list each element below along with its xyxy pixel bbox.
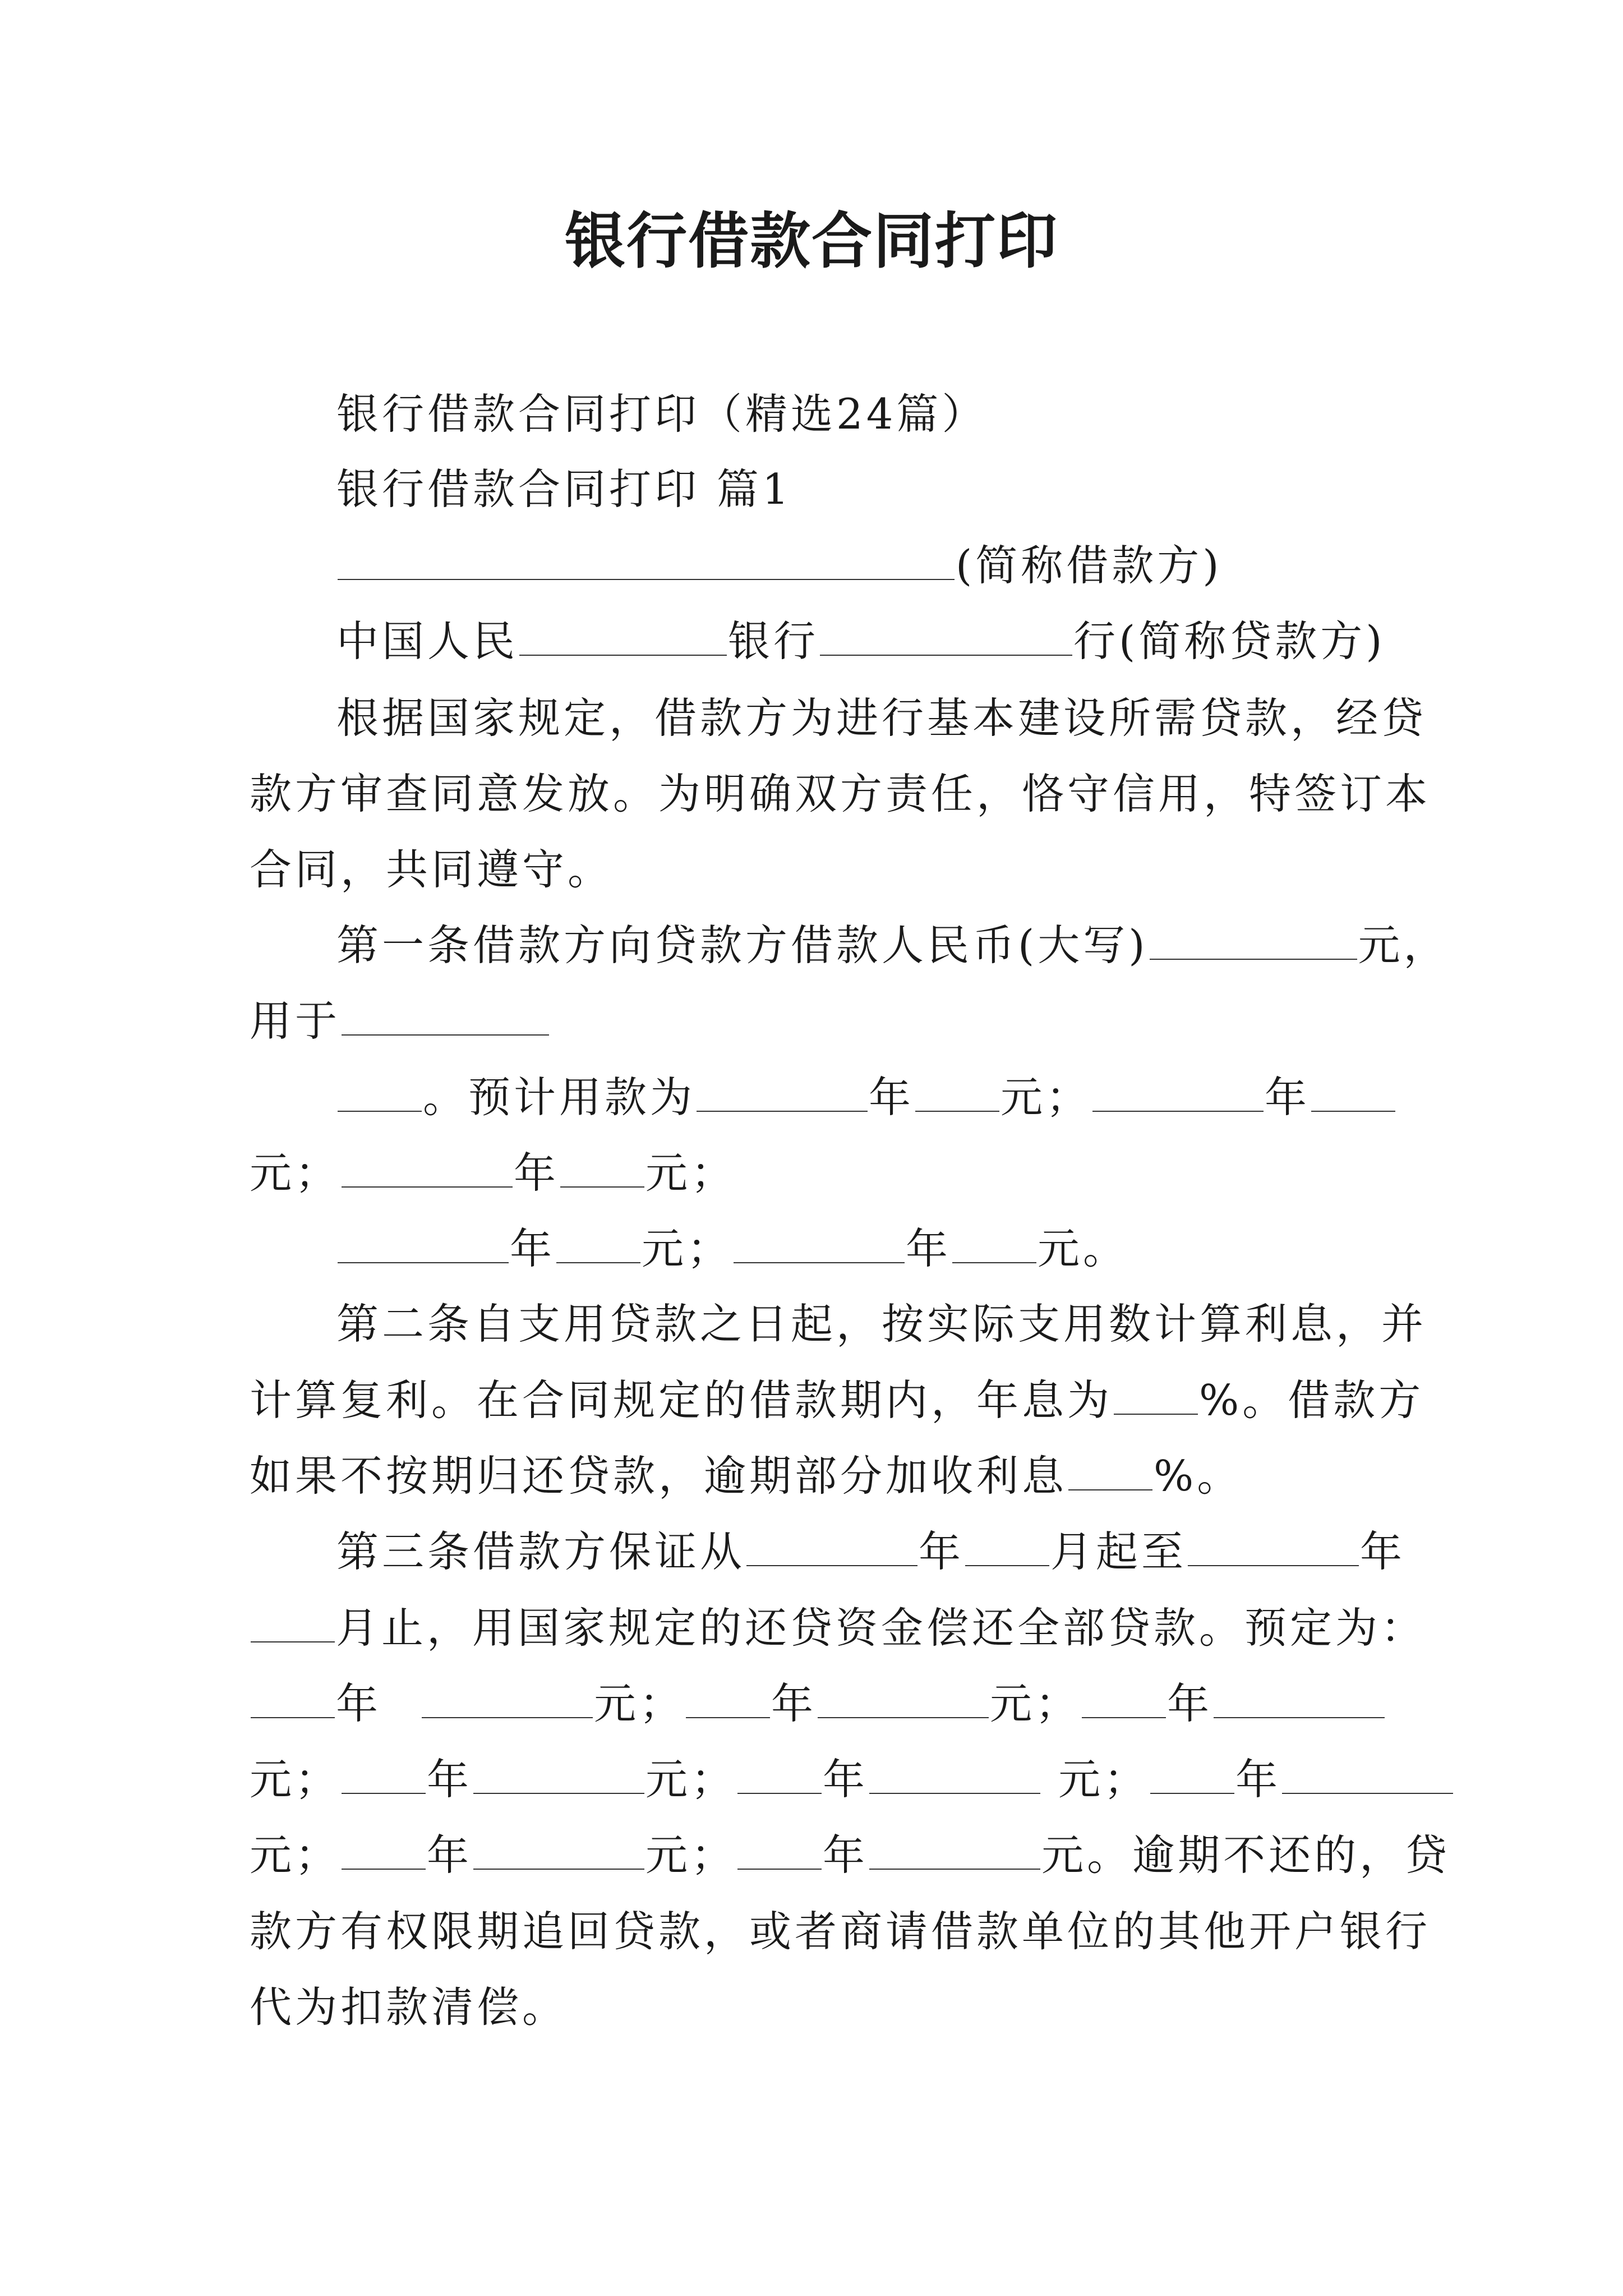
article1-line-1 (336, 917, 1449, 973)
repay-amount-blank[interactable] (1214, 1682, 1385, 1718)
yuan-label: 元； (1058, 1755, 1150, 1804)
article3-line-7: 代为扣款清偿。 (250, 1982, 568, 2032)
yuan-label: 元； (990, 1679, 1081, 1728)
article1-line-5 (336, 1221, 1128, 1277)
year-label: 年 (771, 1679, 817, 1728)
repay-year-blank[interactable] (737, 1758, 822, 1794)
article2-interest-label: 计算复利。在合同规定的借款期内，年息为 (250, 1375, 1113, 1425)
repay-amount-blank[interactable] (473, 1758, 644, 1794)
lender-line (336, 613, 1386, 669)
yuan-label: 元； (645, 1755, 737, 1804)
plan-amount-blank[interactable] (560, 1152, 644, 1188)
year-label: 年 (869, 1073, 915, 1122)
article3-line-3 (250, 1676, 1386, 1732)
repay-year-blank[interactable] (342, 1758, 426, 1794)
plan-year-blank[interactable] (734, 1227, 905, 1263)
subtitle: 银行借款合同打印（精选24篇） (336, 389, 988, 439)
start-year-blank[interactable] (746, 1530, 917, 1566)
article2-line-3 (250, 1448, 1242, 1504)
yuan-label: 元； (250, 1755, 341, 1804)
article3-line-5 (250, 1827, 1450, 1883)
repay-amount-blank[interactable] (1282, 1758, 1453, 1794)
year-label: 年 (906, 1224, 952, 1273)
lender-suffix: 行(简称贷款方) (1073, 616, 1386, 666)
plan-year-blank[interactable] (1092, 1076, 1264, 1112)
article3-line-6: 款方有权限期追回贷款，或者商请借款单位的其他开户银行 (250, 1907, 1431, 1956)
yuan-label: 元； (1000, 1073, 1092, 1122)
loan-purpose-blank[interactable] (342, 1000, 549, 1036)
yuan-label: 元； (645, 1148, 737, 1198)
preamble-line-3: 合同，共同遵守。 (250, 845, 614, 894)
month-start-label: 月起至 (1050, 1527, 1187, 1576)
overdue-text: 元。逾期不还的，贷 (1041, 1830, 1451, 1880)
yuan-label: 元； (645, 1830, 737, 1880)
page-title: 银行借款合同打印 (564, 206, 1058, 277)
article2-percent-end: %。 (1154, 1451, 1243, 1501)
lender-prefix: 中国人民 (336, 616, 519, 666)
article2-overdue-label: 如果不按期归还贷款，逾期部分加收利息 (250, 1451, 1068, 1501)
preamble-line-1: 根据国家规定，借款方为进行基本建设所需贷款，经贷 (336, 693, 1427, 743)
plan-year-blank[interactable] (342, 1152, 513, 1188)
borrower-name-blank[interactable] (338, 544, 955, 580)
plan-year-blank[interactable] (338, 1227, 509, 1263)
yuan-label: 元； (594, 1679, 685, 1728)
year-label: 年 (514, 1148, 560, 1198)
plan-year-blank[interactable] (697, 1076, 868, 1112)
article1-plan-label: 。预计用款为 (423, 1073, 696, 1122)
article1-line-3 (336, 1069, 1396, 1125)
plan-amount-blank[interactable] (915, 1076, 999, 1112)
lender-branch-blank[interactable] (820, 620, 1072, 656)
article3-line-1 (336, 1524, 1405, 1580)
yuan-label: 元； (250, 1148, 341, 1198)
article3-line-2 (250, 1600, 1426, 1656)
repay-year-blank[interactable] (1150, 1758, 1234, 1794)
year-label: 年 (823, 1830, 869, 1880)
interest-rate-blank[interactable] (1114, 1379, 1198, 1415)
repay-amount-blank[interactable] (869, 1834, 1040, 1870)
yuan-label: 元； (642, 1224, 733, 1273)
loan-purpose-blank-cont[interactable] (338, 1076, 422, 1112)
year-label: 年 (510, 1224, 556, 1273)
borrower-line (336, 537, 1223, 593)
article3-line-4 (250, 1751, 1454, 1807)
preamble-line-2: 款方审查同意发放。为明确双方责任，恪守信用，特签订本 (250, 769, 1431, 818)
article2-line-1: 第二条自支用贷款之日起，按实际支用数计算利息，并 (336, 1299, 1427, 1349)
year-label: 年 (1360, 1527, 1406, 1576)
section-heading: 银行借款合同打印 篇1 (336, 464, 792, 514)
year-label: 年 (919, 1527, 965, 1576)
article1-line-4 (250, 1145, 736, 1201)
lender-bank: 银行 (728, 616, 819, 666)
yuan-label: 元； (250, 1830, 341, 1880)
repay-amount-blank[interactable] (422, 1682, 593, 1718)
plan-amount-blank[interactable] (952, 1227, 1036, 1263)
start-month-blank[interactable] (965, 1530, 1049, 1566)
repay-year-blank[interactable] (342, 1834, 426, 1870)
article3-text: 第三条借款方保证从 (336, 1527, 746, 1576)
article3-repay-label: 月止，用国家规定的还贷资金偿还全部贷款。预定为： (336, 1603, 1427, 1653)
repay-year-blank[interactable] (251, 1682, 335, 1718)
article2-line-2 (250, 1372, 1424, 1428)
repay-amount-blank[interactable] (818, 1682, 989, 1718)
overdue-rate-blank[interactable] (1068, 1455, 1152, 1490)
lender-region-blank[interactable] (519, 620, 727, 656)
year-label: 年 (1265, 1073, 1311, 1122)
end-month-blank[interactable] (251, 1607, 335, 1642)
article1-purpose-label: 用于 (250, 996, 341, 1046)
repay-year-blank[interactable] (1082, 1682, 1166, 1718)
article1-line-2 (250, 993, 550, 1049)
repay-amount-blank[interactable] (473, 1834, 644, 1870)
year-label: 年 (336, 1679, 382, 1728)
plan-amount-blank[interactable] (1311, 1076, 1395, 1112)
article2-percent: %。借款方 (1199, 1375, 1424, 1425)
repay-year-blank[interactable] (686, 1682, 770, 1718)
repay-year-blank[interactable] (737, 1834, 822, 1870)
year-label: 年 (427, 1830, 473, 1880)
year-label: 年 (823, 1755, 869, 1804)
repay-amount-blank[interactable] (869, 1758, 1040, 1794)
year-label: 年 (1235, 1755, 1281, 1804)
year-label: 年 (427, 1755, 473, 1804)
yuan-end-label: 元。 (1038, 1224, 1129, 1273)
article1-text: 第一条借款方向贷款方借款人民币(大写) (336, 921, 1149, 970)
year-label: 年 (1167, 1679, 1213, 1728)
end-year-blank[interactable] (1188, 1530, 1359, 1566)
plan-amount-blank[interactable] (556, 1227, 640, 1263)
borrower-suffix: (简称借款方) (956, 541, 1223, 590)
loan-amount-blank[interactable] (1150, 924, 1357, 960)
article1-yuan: 元， (1358, 921, 1449, 970)
